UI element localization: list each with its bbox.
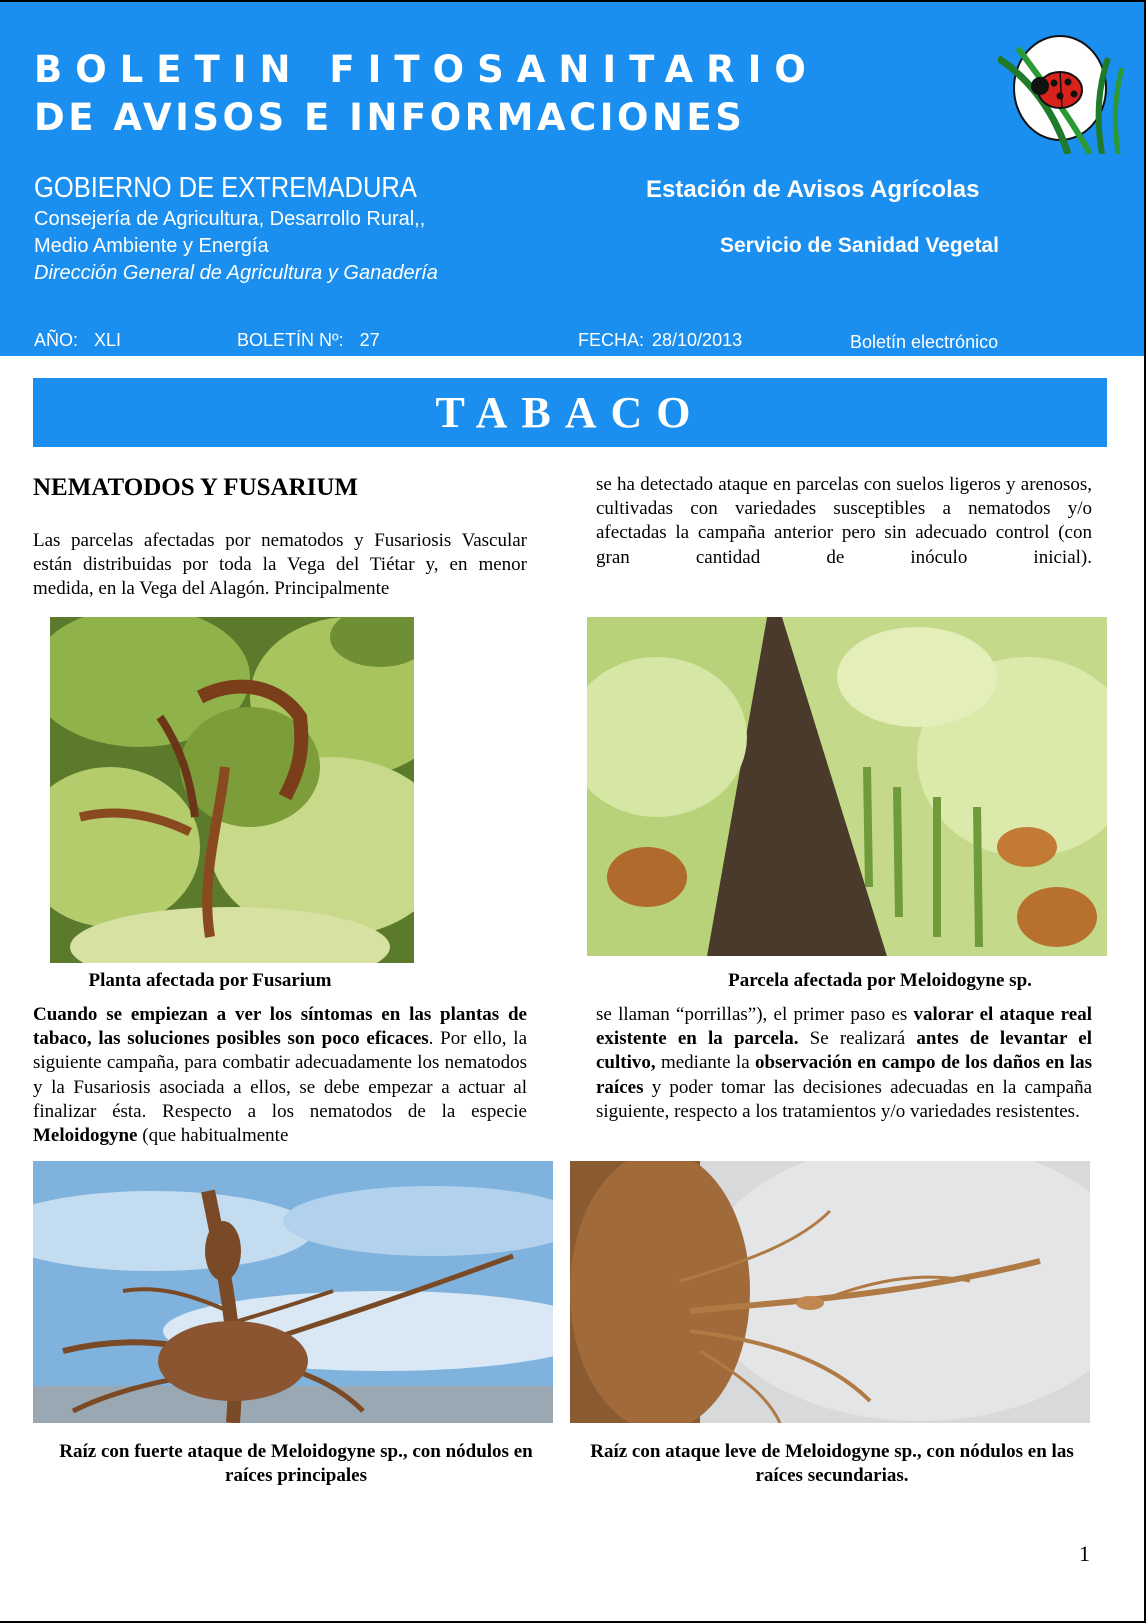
- paragraph-4-a: se llaman “porrillas”), el primer paso es: [596, 1004, 914, 1025]
- ladybug-logo-icon: [998, 28, 1130, 154]
- directorate-line: Dirección General de Agricultura y Ganadería: [34, 262, 438, 284]
- caption-photo-root-strong: Raíz con fuerte ataque de Meloidogyne sp., con nódulos en raíces principales: [59, 1441, 533, 1486]
- meta-date-value: 28/10/2013: [652, 330, 743, 350]
- meta-bulletin: [237, 330, 380, 351]
- government-name: GOBIERNO DE EXTREMADURA: [34, 172, 417, 204]
- ministry-line1: Consejería de Agricultura, Desarrollo Rural,,: [34, 208, 426, 230]
- page-number: 1: [1079, 1541, 1090, 1566]
- paragraph-3: [33, 1003, 527, 1148]
- ministry-line2: Medio Ambiente y Energía: [34, 235, 269, 257]
- photo-root-mild-attack: [570, 1161, 1090, 1423]
- paragraph-3-bold2: Meloidogyne: [33, 1125, 138, 1147]
- paragraph-2: se ha detectado ataque en parcelas con suelos ligeros y arenosos, cultivadas con variedades susceptibles a nematodos y/o afectadas la campaña anterior pero sin adecuado control (con gran cantidad de inóculo inicial).: [596, 474, 1092, 568]
- meta-type: Boletín electrónico: [850, 332, 999, 352]
- photo-fusarium-plant: [50, 617, 414, 963]
- paragraph-4-d: antes de levantar el cultivo,: [596, 1028, 1092, 1074]
- bulletin-title-line1: BOLETIN FITOSANITARIO: [34, 48, 819, 91]
- paragraph-4-c: Se realizará: [798, 1028, 917, 1050]
- meta-year-label: AÑO:: [34, 330, 79, 350]
- meta-bulletin-label: BOLETÍN Nº:: [237, 330, 344, 350]
- meta-year: [34, 330, 121, 351]
- paragraph-3-rest: . Por ello, la siguiente campaña, para combatir adecuadamente los nematodos y la Fusariosis asociada a ellos, se debe empezar a actuar al finalizar ésta. Respecto a los nematodos de la especie: [33, 1028, 527, 1122]
- paragraph-4-b: valorar el ataque real existente en la parcela.: [596, 1004, 1092, 1050]
- caption-photo-fusarium: Planta afectada por Fusarium: [88, 970, 332, 991]
- bulletin-header: [0, 2, 1144, 356]
- paragraph-4-e: mediante la: [655, 1052, 755, 1074]
- meta-date: [578, 330, 742, 351]
- caption-photo-meloidogyne-parcel: Parcela afectada por Meloidogyne sp.: [728, 970, 1032, 991]
- paragraph-3-bold: Cuando se empiezan a ver los síntomas en las plantas de tabaco, las soluciones posibles son poco eficaces: [33, 1004, 527, 1050]
- paragraph-4-g: y poder tomar las decisiones adecuadas en la campaña siguiente, respecto a los tratamientos y/o variedades resistentes.: [596, 1076, 1092, 1122]
- section-title: NEMATODOS Y FUSARIUM: [33, 474, 359, 501]
- paragraph-4-f: observación en campo de los daños en las raíces: [596, 1052, 1092, 1098]
- paragraph-3-end: (que habitualmente: [137, 1125, 289, 1147]
- caption-photo-root-mild: Raíz con ataque leve de Meloidogyne sp., con nódulos en las raíces secundarias.: [590, 1441, 1074, 1486]
- paragraph-1: Las parcelas afectadas por nematodos y Fusariosis Vascular están distribuidas por toda la Vega del Tiétar y, en menor medida, en la Vega del Alagón. Principalmente: [33, 530, 527, 600]
- photo-root-strong-attack: [33, 1161, 553, 1423]
- meta-date-label: FECHA:: [578, 330, 645, 350]
- meta-bulletin-value: 27: [359, 330, 380, 350]
- crop-banner: TABACO: [33, 378, 1107, 447]
- station-name: Estación de Avisos Agrícolas: [646, 176, 980, 203]
- service-name: Servicio de Sanidad Vegetal: [720, 234, 999, 257]
- meta-year-value: XLI: [94, 330, 122, 350]
- photo-meloidogyne-parcel: [587, 617, 1107, 956]
- bulletin-title-line2: DE AVISOS E INFORMACIONES: [34, 96, 746, 139]
- paragraph-4: [596, 1003, 1092, 1124]
